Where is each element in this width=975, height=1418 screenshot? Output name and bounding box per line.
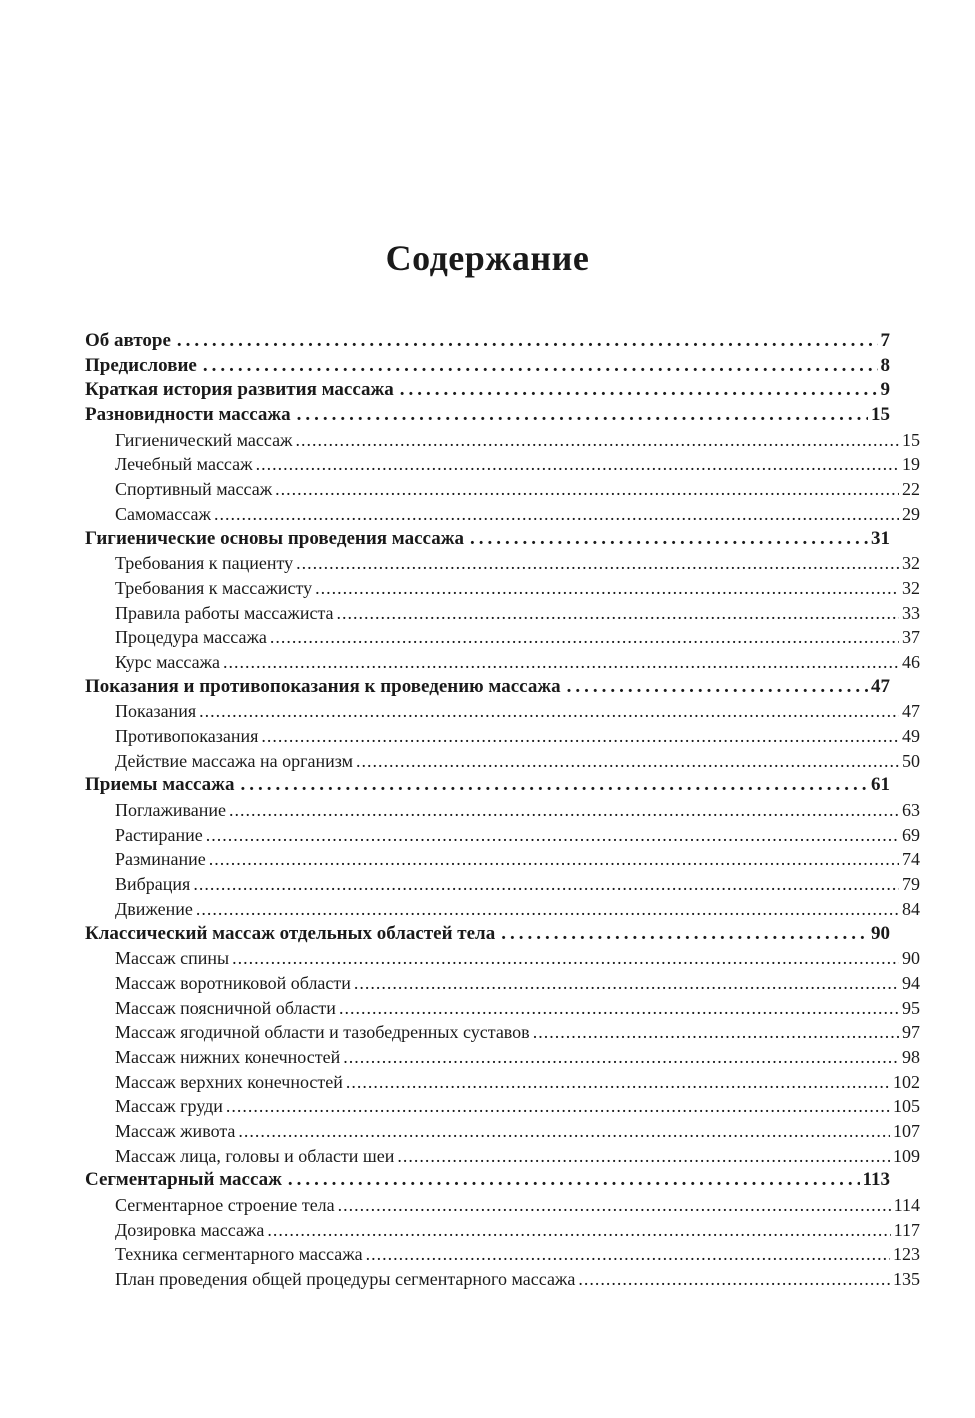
toc-entry [85, 650, 920, 675]
toc-entry-label: Вибрация [115, 874, 191, 895]
toc-entry [85, 1144, 920, 1169]
toc-entry [85, 452, 920, 477]
toc-entry [85, 378, 890, 403]
dot-leader [578, 1267, 890, 1292]
toc-entry [85, 823, 920, 848]
toc-entry [85, 551, 920, 576]
dot-leader [223, 650, 899, 675]
toc-entry-page: 49 [902, 726, 920, 746]
toc-entry-page: 90 [871, 922, 890, 944]
dot-leader [203, 354, 878, 379]
toc-entry-page: 47 [871, 675, 890, 697]
dot-leader [400, 378, 878, 403]
toc-entry-label: Растирание [115, 824, 203, 845]
toc-entry [85, 601, 920, 626]
dot-leader [206, 823, 899, 848]
toc-entry-page: 7 [880, 330, 890, 351]
toc-entry-page: 32 [902, 553, 920, 574]
toc-entry [85, 1267, 920, 1292]
toc-entry [85, 502, 920, 527]
dot-leader [261, 724, 899, 749]
dot-leader [296, 551, 899, 576]
toc-entry-label: Разминание [115, 849, 206, 870]
toc-entry [85, 773, 890, 798]
toc-entry [85, 872, 920, 897]
toc-entry-label: Курс массажа [115, 651, 221, 672]
toc-entry-page: 69 [902, 824, 920, 845]
toc-entry-label: Правила работы массажиста [115, 602, 334, 623]
toc-entry [85, 724, 920, 749]
toc-entry-label: Массаж воротниковой области [115, 972, 351, 993]
dot-leader [214, 502, 899, 527]
toc-entry-label: Сегментарное строение тела [115, 1195, 335, 1216]
dot-leader [199, 699, 899, 724]
toc-entry-label: Разновидности массажа [85, 404, 291, 426]
toc-entry-page: 9 [880, 379, 890, 401]
toc-entry-page: 32 [902, 577, 920, 598]
toc-entry-label: Массаж живота [115, 1121, 236, 1141]
dot-leader [366, 1242, 890, 1267]
toc-entry-page: 63 [902, 800, 920, 821]
toc-entry [85, 971, 920, 996]
toc-entry [85, 527, 890, 552]
dot-leader [356, 749, 899, 774]
toc-entry-page: 109 [893, 1145, 920, 1166]
dot-leader [315, 576, 899, 601]
toc-entry [85, 1020, 920, 1045]
dot-leader [209, 847, 899, 872]
toc-entry [85, 329, 890, 354]
toc-entry [85, 749, 920, 774]
toc-entry [85, 946, 920, 971]
dot-leader [339, 996, 899, 1021]
dot-leader [297, 403, 868, 428]
toc-entry [85, 1168, 890, 1193]
toc-entry-page: 15 [871, 404, 890, 426]
toc-entry-label: Действие массажа на организм [115, 750, 353, 771]
toc-entry-page: 33 [902, 602, 920, 623]
dot-leader [337, 601, 899, 626]
toc-entry [85, 922, 890, 947]
dot-leader [196, 897, 899, 922]
toc-entry-label: Процедура массажа [115, 627, 267, 648]
toc-entry-page: 105 [893, 1096, 920, 1117]
toc-entry [85, 1119, 920, 1144]
toc-entry [85, 625, 920, 650]
toc-entry-page: 8 [880, 354, 890, 376]
toc-entry-page: 102 [893, 1071, 920, 1092]
dot-leader [346, 1070, 890, 1095]
dot-leader [232, 946, 899, 971]
toc-entry [85, 699, 920, 724]
dot-leader [193, 872, 899, 897]
dot-leader [296, 428, 900, 453]
dot-leader [397, 1144, 890, 1169]
toc-entry-label: Показания и противопоказания к проведению массажа [85, 675, 561, 697]
toc-entry-label: Поглаживание [115, 800, 227, 821]
dot-leader [533, 1020, 899, 1045]
toc-entry-page: 135 [893, 1269, 920, 1290]
toc-entry-page: 47 [902, 701, 920, 722]
toc-entry-label: Показания [115, 701, 197, 722]
toc-entry-page: 95 [902, 997, 920, 1018]
toc-entry-label: Предисловие [85, 354, 197, 376]
toc-entry-label: Дозировка массажа [115, 1219, 265, 1240]
toc-entry [85, 996, 920, 1021]
toc-entry-label: Массаж верхних конечностей [115, 1071, 343, 1092]
toc-entry-page: 113 [862, 1169, 890, 1191]
toc-entry-label: Массаж лица, головы и области шеи [115, 1145, 395, 1166]
toc-entry-label: Массаж ягодичной области и тазобедренных суставов [115, 1022, 530, 1043]
toc-entry-label: Классический массаж отдельных областей тела [85, 922, 496, 944]
dot-leader [567, 675, 868, 700]
page-title: Содержание [385, 238, 590, 278]
toc-entry-page: 79 [902, 874, 920, 895]
dot-leader [470, 527, 868, 552]
toc-entry-label: Гигиенический массаж [115, 429, 293, 450]
dot-leader [238, 1119, 890, 1144]
toc-entry-label: Массаж груди [115, 1096, 223, 1117]
toc-entry [85, 354, 890, 379]
toc-entry-page: 15 [902, 429, 920, 450]
toc-entry-label: Массаж поясничной области [115, 997, 336, 1018]
toc-entry-label: Противопоказания [115, 726, 259, 746]
toc-entry-page: 107 [893, 1121, 920, 1141]
toc-entry-label: Техника сегментарного массажа [115, 1244, 363, 1265]
toc-entry-label: Движение [115, 898, 193, 919]
toc-entry-page: 46 [902, 651, 920, 672]
toc-entry-label: Гигиенические основы проведения массажа [85, 527, 464, 549]
toc-entry [85, 897, 920, 922]
toc-entry-page: 94 [902, 972, 920, 993]
toc-entry-page: 31 [871, 527, 890, 549]
toc-entry [85, 477, 920, 502]
dot-leader [256, 452, 899, 477]
toc-entry-label: План проведения общей процедуры сегментарного массажа [115, 1269, 576, 1290]
dot-leader [354, 971, 899, 996]
dot-leader [177, 329, 878, 354]
toc-entry-label: Приемы массажа [85, 774, 235, 796]
toc-entry [85, 1094, 920, 1119]
toc-entry [85, 1193, 920, 1218]
dot-leader [267, 1218, 890, 1243]
toc-entry-page: 90 [902, 948, 920, 969]
dot-leader [275, 477, 899, 502]
dot-leader [343, 1045, 899, 1070]
toc-entry [85, 576, 920, 601]
dot-leader [229, 798, 899, 823]
toc-entry [85, 403, 890, 428]
toc-entry [85, 798, 920, 823]
toc-entry-label: Самомассаж [115, 503, 211, 524]
toc-entry-page: 37 [902, 627, 920, 648]
toc-entry [85, 675, 890, 700]
toc-entry-page: 19 [902, 454, 920, 475]
toc-entry-label: Лечебный массаж [115, 454, 253, 475]
toc-entry-label: Требования к пациенту [115, 553, 294, 574]
toc-entry [85, 1045, 920, 1070]
toc-entry-page: 61 [871, 774, 890, 796]
toc-entry-label: Массаж нижних конечностей [115, 1046, 341, 1067]
toc-entry-page: 114 [893, 1195, 920, 1216]
dot-leader [338, 1193, 891, 1218]
toc-entry-page: 74 [902, 849, 920, 870]
toc-entry [85, 1242, 920, 1267]
toc-entry-page: 22 [902, 479, 920, 500]
toc-entry-label: Краткая история развития массажа [85, 379, 394, 401]
toc-entry-page: 84 [902, 898, 920, 919]
dot-leader [240, 773, 868, 798]
toc-entry [85, 1070, 920, 1095]
toc-entry-page: 97 [902, 1022, 920, 1043]
toc-entry-page: 98 [902, 1046, 920, 1067]
toc-entry-label: Требования к массажисту [115, 577, 313, 598]
dot-leader [288, 1168, 860, 1193]
toc-entry-page: 123 [893, 1244, 920, 1265]
toc-entry-page: 50 [902, 750, 920, 771]
toc-entry-label: Спортивный массаж [115, 479, 273, 500]
toc-entry-page: 117 [893, 1219, 920, 1240]
toc-entry [85, 428, 920, 453]
toc-entry-label: Сегментарный массаж [85, 1169, 282, 1191]
dot-leader [270, 625, 899, 650]
toc-entry [85, 847, 920, 872]
dot-leader [226, 1094, 890, 1119]
dot-leader [501, 922, 868, 947]
toc-entry-page: 29 [902, 503, 920, 524]
table-of-contents [85, 329, 920, 1292]
toc-entry-label: Об авторе [85, 330, 171, 351]
toc-entry-label: Массаж спины [115, 948, 230, 969]
toc-entry [85, 1218, 920, 1243]
